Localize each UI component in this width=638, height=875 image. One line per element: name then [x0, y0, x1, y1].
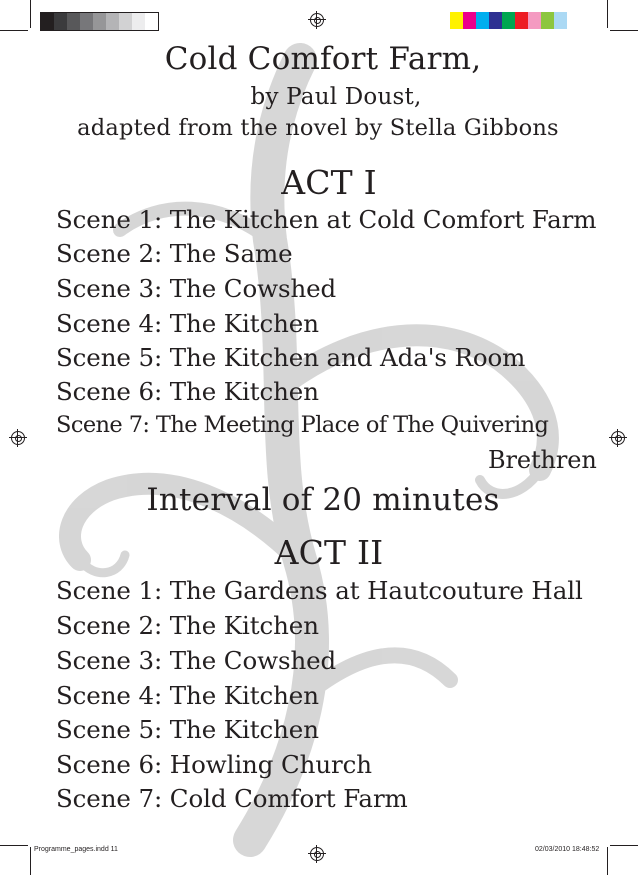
color-swatch-6 [515, 12, 528, 29]
crop-mark-bottom-right-h [610, 845, 638, 846]
act-2-scene-2: Scene 2: The Kitchen [56, 611, 319, 640]
color-swatch-5 [502, 12, 515, 29]
gray-swatch-3 [67, 13, 80, 30]
gray-swatch-8 [132, 13, 145, 30]
act-2-scene-4: Scene 4: The Kitchen [56, 681, 319, 710]
gray-swatch-2 [54, 13, 67, 30]
color-swatch-3 [476, 12, 489, 29]
color-swatch-9 [554, 12, 567, 29]
act-2-scene-7: Scene 7: Cold Comfort Farm [56, 784, 408, 813]
color-swatch-7 [528, 12, 541, 29]
gray-swatch-7 [119, 13, 132, 30]
author-line: by Paul Doust, [250, 84, 422, 110]
gray-swatch-4 [80, 13, 93, 30]
registration-mark-left [11, 431, 25, 445]
act-2-scene-5: Scene 5: The Kitchen [56, 715, 319, 744]
crop-mark-top-left-v [30, 0, 31, 28]
slug-timestamp: 02/03/2010 18:48:52 [535, 846, 600, 853]
color-swatch-8 [541, 12, 554, 29]
gray-swatch-9 [145, 13, 158, 30]
crop-mark-bottom-left-h [0, 845, 28, 846]
act-1-scene-4: Scene 4: The Kitchen [56, 309, 319, 338]
crop-mark-top-right-v [607, 0, 608, 28]
gray-swatch-1 [41, 13, 54, 30]
color-swatch-2 [463, 12, 476, 29]
act-2-heading: ACT II [274, 533, 384, 572]
act-1-scene-6: Scene 6: The Kitchen [56, 377, 319, 406]
registration-mark-bottom [310, 847, 324, 861]
registration-mark-right [611, 431, 625, 445]
gray-swatch-6 [106, 13, 119, 30]
act-1-heading: ACT I [281, 163, 377, 202]
grayscale-color-bar [40, 12, 159, 31]
color-swatch-1 [450, 12, 463, 29]
act-2-scene-6: Scene 6: Howling Church [56, 750, 372, 779]
slug-filename: Programme_pages.indd 11 [34, 846, 118, 853]
act-1-scene-7: Scene 7: The Meeting Place of The Quivering [56, 412, 549, 438]
process-color-bar [450, 12, 567, 29]
gray-swatch-5 [93, 13, 106, 30]
crop-mark-bottom-left-v [30, 847, 31, 875]
crop-mark-top-left-h [0, 30, 28, 31]
act-2-scene-1: Scene 1: The Gardens at Hautcouture Hall [56, 576, 583, 605]
act-1-scene-2: Scene 2: The Same [56, 239, 293, 268]
adaptation-line: adapted from the novel by Stella Gibbons [77, 115, 559, 141]
crop-mark-top-right-h [610, 30, 638, 31]
act-1-scene-7-continuation: Brethren [488, 446, 597, 474]
play-title: Cold Comfort Farm, [164, 41, 482, 77]
act-1-scene-3: Scene 3: The Cowshed [56, 274, 337, 303]
interval-notice: Interval of 20 minutes [146, 482, 500, 518]
act-1-scene-1: Scene 1: The Kitchen at Cold Comfort Farm [56, 205, 597, 234]
act-2-scene-3: Scene 3: The Cowshed [56, 646, 337, 675]
registration-mark-top [310, 13, 324, 27]
crop-mark-bottom-right-v [607, 847, 608, 875]
act-1-scene-5: Scene 5: The Kitchen and Ada's Room [56, 343, 526, 372]
color-swatch-4 [489, 12, 502, 29]
